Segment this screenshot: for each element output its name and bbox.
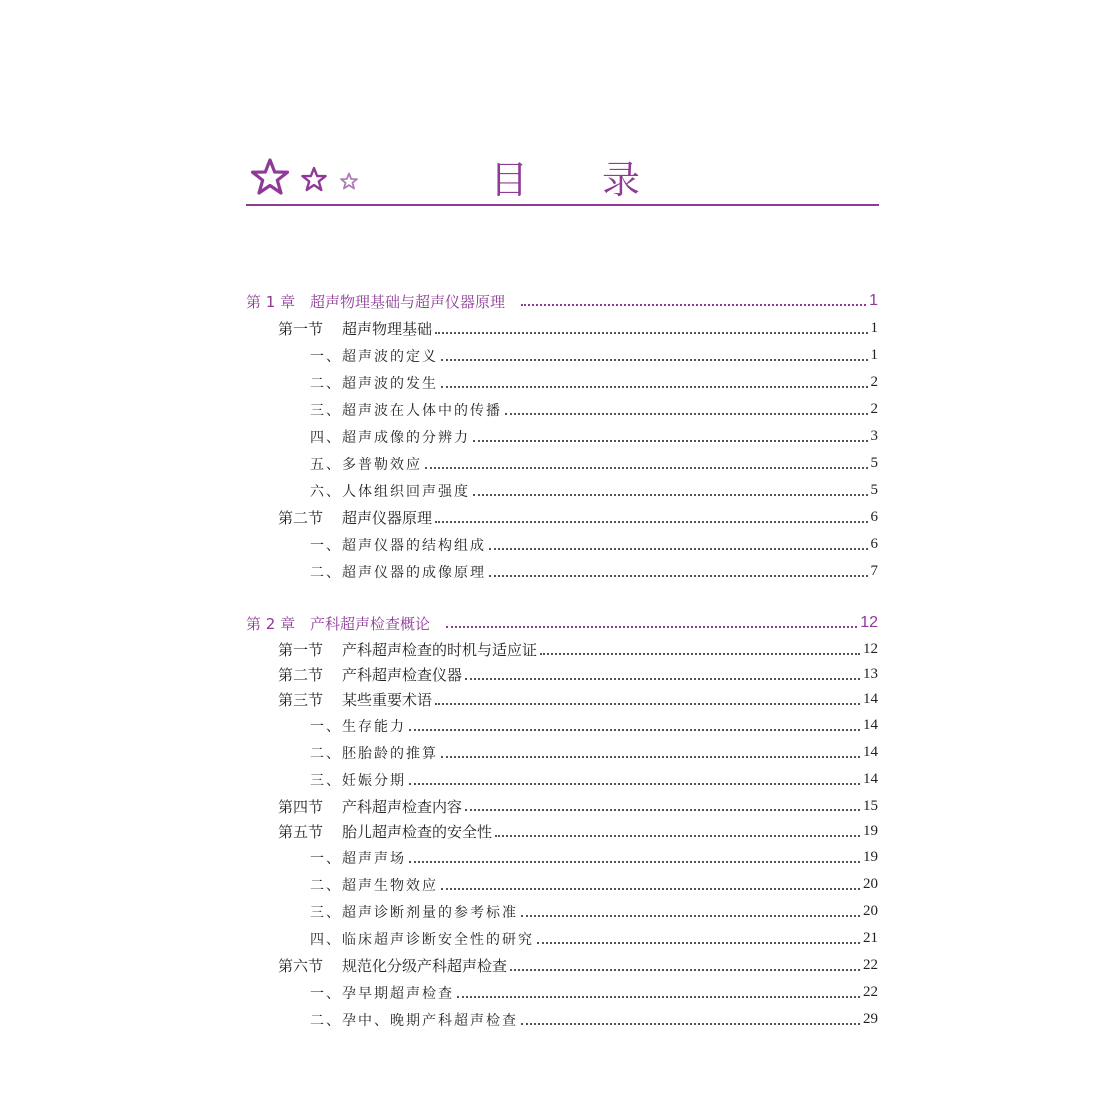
section-title: 超声物理基础 bbox=[342, 320, 433, 338]
page-number: 22 bbox=[863, 957, 878, 973]
chapter-gap bbox=[246, 585, 878, 609]
dot-leader bbox=[409, 861, 860, 863]
item-title: 一、超声波的定义 bbox=[310, 348, 438, 365]
chapter-title: 超声物理基础与超声仪器原理 bbox=[310, 292, 506, 311]
item-row[interactable] bbox=[246, 712, 878, 739]
item-title: 三、超声诊断剂量的参考标准 bbox=[310, 904, 518, 921]
title-char-1: 目 bbox=[490, 157, 529, 202]
page-number: 21 bbox=[863, 930, 878, 946]
item-row[interactable] bbox=[246, 1006, 878, 1033]
section-number: 第四节 bbox=[278, 797, 324, 816]
dot-leader bbox=[435, 703, 860, 705]
section-row[interactable] bbox=[246, 315, 878, 342]
page-number: 29 bbox=[863, 1011, 878, 1027]
section-row[interactable] bbox=[246, 952, 878, 979]
page-number: 19 bbox=[863, 849, 878, 865]
dot-leader bbox=[441, 359, 868, 361]
dot-leader bbox=[510, 969, 860, 971]
page-number: 5 bbox=[870, 455, 878, 471]
section-title: 规范化分级产科超声检查 bbox=[342, 957, 508, 975]
chapter-title: 产科超声检查概论 bbox=[310, 614, 431, 633]
section-row[interactable] bbox=[246, 687, 878, 712]
section-number: 第二节 bbox=[278, 666, 324, 684]
dot-leader bbox=[521, 915, 860, 917]
dot-leader bbox=[505, 413, 868, 415]
dot-leader bbox=[425, 467, 868, 469]
page-number: 13 bbox=[863, 666, 878, 682]
item-title: 三、妊娠分期 bbox=[310, 772, 406, 789]
page-number: 1 bbox=[869, 292, 878, 309]
section-title: 产科超声检查仪器 bbox=[342, 666, 463, 684]
item-title: 一、超声声场 bbox=[310, 850, 406, 867]
dot-leader bbox=[521, 304, 866, 306]
section-number: 第六节 bbox=[278, 957, 324, 975]
page-number: 12 bbox=[863, 641, 878, 657]
item-row[interactable] bbox=[246, 396, 878, 423]
large-star-icon bbox=[250, 158, 290, 196]
section-number: 第三节 bbox=[278, 691, 324, 709]
section-number: 第五节 bbox=[278, 823, 324, 841]
item-row[interactable] bbox=[246, 477, 878, 504]
dot-leader bbox=[465, 678, 860, 680]
item-title: 二、胚胎龄的推算 bbox=[310, 745, 438, 762]
dot-leader bbox=[489, 575, 868, 577]
dot-leader bbox=[435, 521, 867, 523]
item-title: 二、超声波的发生 bbox=[310, 375, 438, 392]
chapter-number: 第 1 章 bbox=[246, 292, 296, 311]
page-number: 1 bbox=[870, 320, 878, 336]
item-title: 一、超声仪器的结构组成 bbox=[310, 537, 486, 554]
item-row[interactable] bbox=[246, 558, 878, 585]
item-title: 四、超声成像的分辨力 bbox=[310, 429, 470, 446]
section-title: 某些重要术语 bbox=[342, 691, 433, 709]
page-number: 22 bbox=[863, 984, 878, 1000]
dot-leader bbox=[441, 756, 860, 758]
dot-leader bbox=[435, 332, 867, 334]
page-number: 14 bbox=[863, 717, 878, 733]
page-number: 2 bbox=[870, 401, 878, 417]
item-title: 四、临床超声诊断安全性的研究 bbox=[310, 931, 534, 948]
item-row[interactable] bbox=[246, 369, 878, 396]
section-row[interactable] bbox=[246, 662, 878, 687]
page-number: 7 bbox=[870, 563, 878, 579]
dot-leader bbox=[446, 626, 857, 628]
dot-leader bbox=[457, 996, 860, 998]
dot-leader bbox=[441, 386, 868, 388]
section-title: 产科超声检查的时机与适应证 bbox=[342, 641, 538, 659]
item-title: 一、生存能力 bbox=[310, 718, 406, 735]
item-row[interactable] bbox=[246, 979, 878, 1006]
page-number: 20 bbox=[863, 903, 878, 919]
item-row[interactable] bbox=[246, 423, 878, 450]
page-number: 6 bbox=[870, 509, 878, 525]
item-row[interactable] bbox=[246, 450, 878, 477]
chapter-number: 第 2 章 bbox=[246, 614, 296, 633]
item-row[interactable] bbox=[246, 342, 878, 369]
item-row[interactable] bbox=[246, 871, 878, 898]
section-row[interactable] bbox=[246, 819, 878, 844]
page-number: 14 bbox=[863, 771, 878, 787]
dot-leader bbox=[537, 942, 860, 944]
item-row[interactable] bbox=[246, 531, 878, 558]
item-title: 五、多普勒效应 bbox=[310, 456, 422, 473]
item-title: 二、超声仪器的成像原理 bbox=[310, 564, 486, 581]
page-number: 5 bbox=[870, 482, 878, 498]
page-number: 12 bbox=[860, 614, 878, 631]
page-number: 1 bbox=[870, 347, 878, 363]
small-star-icon bbox=[339, 172, 359, 190]
page-number: 20 bbox=[863, 876, 878, 892]
item-title: 六、人体组织回声强度 bbox=[310, 483, 470, 500]
item-title: 一、孕早期超声检查 bbox=[310, 985, 454, 1002]
item-row[interactable] bbox=[246, 898, 878, 925]
section-row[interactable] bbox=[246, 793, 878, 819]
section-number: 第一节 bbox=[278, 641, 324, 659]
dot-leader bbox=[473, 440, 868, 442]
title-char-2: 录 bbox=[601, 157, 640, 202]
section-number: 第二节 bbox=[278, 509, 324, 527]
section-number: 第一节 bbox=[278, 320, 324, 338]
dot-leader bbox=[473, 494, 868, 496]
dot-leader bbox=[489, 548, 868, 550]
section-title: 胎儿超声检查的安全性 bbox=[342, 823, 493, 841]
section-row[interactable] bbox=[246, 504, 878, 531]
dot-leader bbox=[495, 835, 860, 837]
item-row[interactable] bbox=[246, 739, 878, 766]
item-row[interactable] bbox=[246, 925, 878, 952]
section-title: 超声仪器原理 bbox=[342, 509, 433, 527]
chapter-row[interactable] bbox=[246, 609, 878, 637]
item-title: 二、孕中、晚期产科超声检查 bbox=[310, 1012, 518, 1029]
item-row[interactable] bbox=[246, 844, 878, 871]
dot-leader bbox=[409, 729, 860, 731]
chapter-row[interactable] bbox=[246, 287, 878, 315]
page-number: 6 bbox=[870, 536, 878, 552]
page-number: 2 bbox=[870, 374, 878, 390]
page-number: 14 bbox=[863, 691, 878, 707]
dot-leader bbox=[465, 809, 860, 811]
dot-leader bbox=[540, 653, 860, 655]
item-title: 三、超声波在人体中的传播 bbox=[310, 402, 502, 419]
page-number: 3 bbox=[870, 428, 878, 444]
table-of-contents bbox=[246, 287, 878, 1033]
page-number: 19 bbox=[863, 823, 878, 839]
page-number: 15 bbox=[863, 797, 878, 814]
item-title: 二、超声生物效应 bbox=[310, 877, 438, 894]
section-row[interactable] bbox=[246, 637, 878, 662]
dot-leader bbox=[521, 1023, 860, 1025]
item-row[interactable] bbox=[246, 766, 878, 793]
page-number: 14 bbox=[863, 744, 878, 760]
medium-star-icon bbox=[300, 166, 328, 192]
dot-leader bbox=[409, 783, 860, 785]
dot-leader bbox=[441, 888, 860, 890]
section-title: 产科超声检查内容 bbox=[342, 797, 463, 816]
page-title bbox=[490, 152, 640, 200]
